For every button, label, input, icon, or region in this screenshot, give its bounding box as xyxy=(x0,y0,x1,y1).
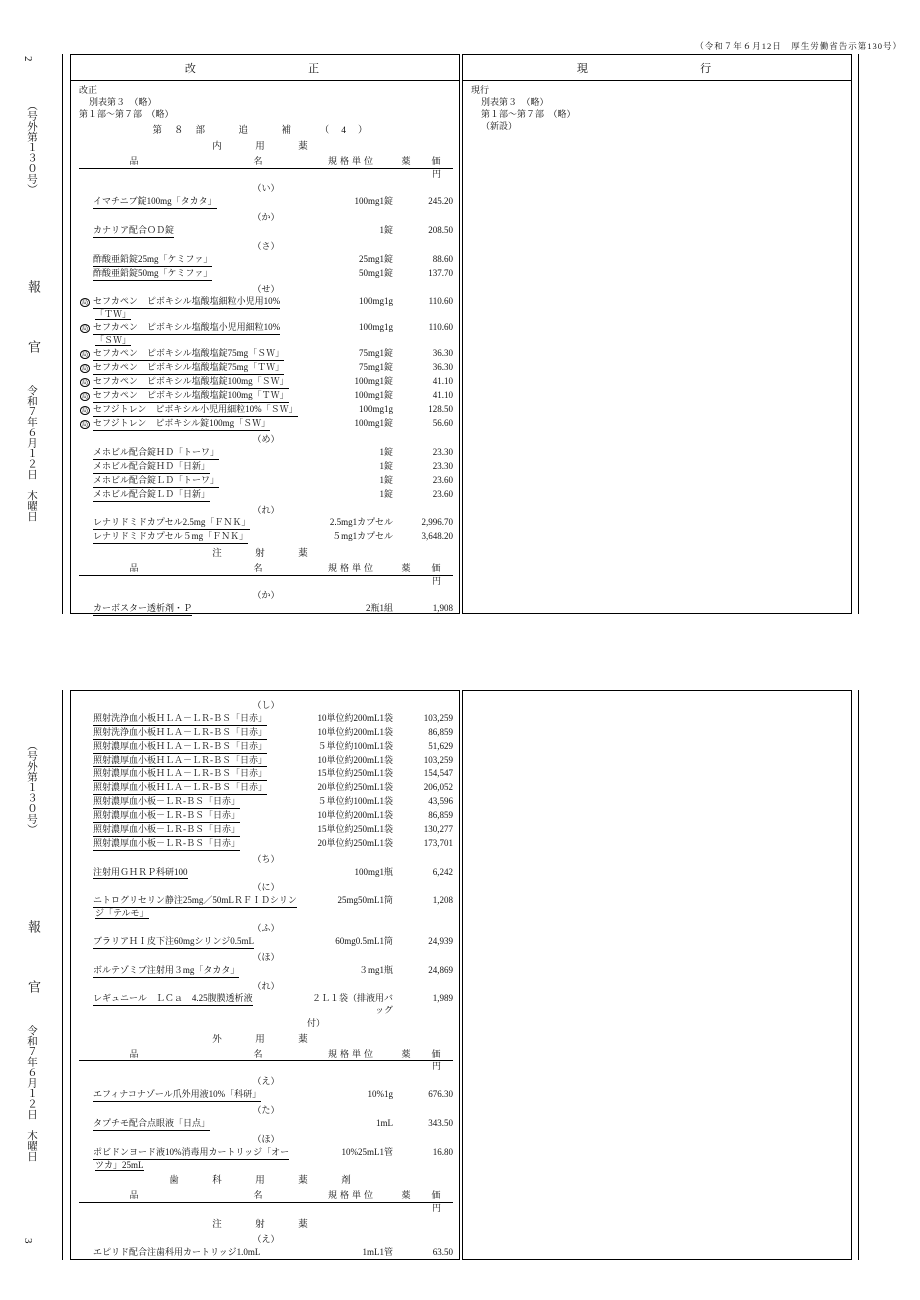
drug-name: カーボスター透析剤・Ｐ xyxy=(91,603,307,616)
table-header-gaiyo xyxy=(79,1049,453,1062)
drug-name: 照射濃厚血小板ＨＬＡ－ＬＲ‐ＢＳ「日赤」 xyxy=(91,755,307,768)
drug-price: 23.60 xyxy=(432,488,453,499)
drug-row xyxy=(79,782,453,795)
col-header-unit: 円 xyxy=(431,1061,441,1072)
drug-spec: 1mL xyxy=(376,1117,393,1128)
drug-row xyxy=(79,268,453,281)
drug-name: セフカペン ピボキシル塩酸塩細粒小児用10% xyxy=(91,296,307,309)
drug-price: 103,259 xyxy=(423,712,453,723)
sheet1-side-mark2: 官 xyxy=(26,340,41,355)
kana-group-label: （た） xyxy=(252,1105,280,1116)
page-number-3: 3 xyxy=(22,1238,34,1244)
drug-spec: 25mg50mL1筒 xyxy=(337,895,393,906)
drug-spec: 10%25mL1管 xyxy=(341,1146,393,1157)
drug-name: ニトログリセリン静注25mg／50mLＲＦＩＤシリン xyxy=(91,895,307,908)
drug-row xyxy=(79,895,453,908)
drug-row xyxy=(79,796,453,809)
drug-row xyxy=(79,867,453,880)
drug-name: セフジトレン ピボキシル錠100mg「ＳＷ」 xyxy=(91,418,307,431)
drug-price: 36.30 xyxy=(432,348,453,359)
drug-price: 110.60 xyxy=(428,322,453,333)
drug-spec: 100mg1錠 xyxy=(354,418,393,429)
drug-spec: 10%1g xyxy=(367,1089,393,1100)
col-header-spec: 規格単位 xyxy=(309,156,395,169)
drug-price: 41.10 xyxy=(432,376,453,387)
column-head-genko: 現 行 xyxy=(463,55,851,81)
col-header-unit: 円 xyxy=(431,168,441,179)
drug-spec: 15単位約250mL1袋 xyxy=(317,823,393,834)
drug-name-cont: ツカ」25mL xyxy=(95,1159,144,1170)
drug-spec: 1錠 xyxy=(379,460,393,471)
doc-line: 第１部～第７部 （略） xyxy=(79,108,174,119)
col-header-spec: 規格単位 xyxy=(309,1049,395,1062)
drug-price: 41.10 xyxy=(432,390,453,401)
sheet2-side-mark2: 官 xyxy=(26,980,41,995)
drug-name: イマチニブ錠100mg「タカタ」 xyxy=(91,196,307,209)
drug-spec: 60mg0.5mL1筒 xyxy=(335,935,393,946)
drug-row xyxy=(79,1247,453,1260)
kana-group-label: （せ） xyxy=(252,283,280,294)
drug-row xyxy=(79,225,453,238)
kyoku-mark-icon: 局 xyxy=(81,325,89,333)
kana-group-label: （に） xyxy=(252,882,280,893)
drug-name: 照射濃厚血小板ＨＬＡ－ＬＲ‐ＢＳ「日赤」 xyxy=(91,782,307,795)
drug-name: 照射濃厚血小板－ＬＲ‐ＢＳ「日赤」 xyxy=(91,824,307,837)
drug-spec: 100mg1g xyxy=(358,296,393,307)
table-header xyxy=(79,156,453,169)
col-header-name: 品 名 xyxy=(79,156,309,169)
drug-spec: ５mg1カプセル xyxy=(332,531,393,542)
drug-row xyxy=(79,993,453,1017)
drug-row xyxy=(79,404,453,417)
drug-spec: 10単位約200mL1袋 xyxy=(317,754,393,765)
drug-spec: 20単位約250mL1袋 xyxy=(317,837,393,848)
drug-name: セフジトレン ピボキシル小児用細粒10%「ＳＷ」 xyxy=(91,404,307,417)
drug-price: 1,908 xyxy=(432,603,453,614)
drug-price: 130,277 xyxy=(423,823,453,834)
col-header-name: 品 名 xyxy=(79,1049,309,1062)
kana-group-label: （ほ） xyxy=(252,1133,280,1144)
drug-row xyxy=(79,296,453,309)
drug-row xyxy=(79,322,453,335)
kana-group-label: （か） xyxy=(252,590,280,601)
drug-spec: 10単位約200mL1袋 xyxy=(317,712,393,723)
drug-spec: 100mg1g xyxy=(358,322,393,333)
drug-price: 343.50 xyxy=(428,1117,453,1128)
kyoku-mark-icon: 局 xyxy=(81,407,89,415)
col-header-spec: 規格単位 xyxy=(309,1190,395,1203)
col-header-name: 品 名 xyxy=(79,563,309,576)
drug-name: カナリア配合ＯＤ錠 xyxy=(91,225,307,238)
drug-price: 51,629 xyxy=(428,740,453,751)
drug-price: 56.60 xyxy=(432,418,453,429)
drug-name: メホビル配合錠ＬＤ「トーワ」 xyxy=(91,475,307,488)
drug-price: 24,939 xyxy=(428,935,453,946)
drug-name: セフカペン ピボキシル塩酸塩錠75mg「ＳＷ」 xyxy=(91,348,307,361)
kana-group-label: （い） xyxy=(252,183,280,194)
drug-name: ポビドンヨード液10%消毒用カートリッジ「オー xyxy=(91,1147,307,1160)
section-title: 第８部 追 補 （4） xyxy=(152,125,380,136)
table-header-shika xyxy=(79,1190,453,1203)
page-number-2: 2 xyxy=(22,56,34,62)
kana-group-label: （さ） xyxy=(252,240,280,251)
column-body-genko-2 xyxy=(463,691,851,701)
drug-name: 照射濃厚血小板－ＬＲ‐ＢＳ「日赤」 xyxy=(91,810,307,823)
drug-name: レナリドミドカプセル５mg「ＦＮＫ」 xyxy=(91,531,307,544)
drug-name: セフカペン ピボキシル塩酸塩錠100mg「ＳＷ」 xyxy=(91,376,307,389)
column-label-genko: 現行 xyxy=(471,85,490,95)
drug-row xyxy=(79,196,453,209)
drug-price: 208.50 xyxy=(428,225,453,236)
drug-row xyxy=(79,447,453,460)
table-header-2 xyxy=(79,563,453,576)
drug-name: 照射洗浄血小板ＨＬＡ－ＬＲ‐ＢＳ「日赤」 xyxy=(91,713,307,726)
column-body-kaisei xyxy=(71,81,459,622)
drug-row xyxy=(79,531,453,544)
drug-row xyxy=(79,1147,453,1160)
col-header-unit: 円 xyxy=(431,575,441,586)
drug-price: 2,996.70 xyxy=(421,517,453,528)
drug-name: エフィナコナゾール爪外用液10%「科研」 xyxy=(91,1089,307,1102)
drug-spec: ５単位約100mL1袋 xyxy=(317,796,393,807)
top-note: （令和７年６月12日 厚生労働省告示第130号） xyxy=(695,41,902,51)
drug-row xyxy=(79,1089,453,1102)
drug-name-cont: 「ＴＷ」 xyxy=(95,309,132,320)
drug-price: 173,701 xyxy=(423,837,453,848)
drug-spec: 1錠 xyxy=(379,488,393,499)
section-title-chusha: 注 射 薬 xyxy=(212,1219,320,1230)
kana-group-label: （め） xyxy=(252,434,280,445)
drug-name-cont: 「ＳＷ」 xyxy=(95,335,132,346)
drug-spec: 1錠 xyxy=(379,447,393,458)
drug-price: 6,242 xyxy=(432,866,453,877)
drug-spec: 100mg1g xyxy=(358,404,393,415)
column-head-kaisei: 改 正 xyxy=(71,55,459,81)
sheet1-side-mark: 報 xyxy=(26,280,41,295)
drug-row xyxy=(79,362,453,375)
drug-price: 128.50 xyxy=(428,404,453,415)
drug-price: 36.30 xyxy=(432,362,453,373)
drug-price: 154,547 xyxy=(423,768,453,779)
drug-name: 照射濃厚血小板ＨＬＡ－ＬＲ‐ＢＳ「日赤」 xyxy=(91,741,307,754)
drug-spec: 25mg1錠 xyxy=(358,253,393,264)
drug-row xyxy=(79,254,453,267)
drug-name: メホビル配合錠ＨＤ「トーワ」 xyxy=(91,447,307,460)
sheet1-left-column xyxy=(70,54,460,614)
drug-name: 注射用ＧＨＲＰ科研100 xyxy=(91,867,307,880)
drug-price: 88.60 xyxy=(432,253,453,264)
drug-name: ボルテゾミブ注射用３mg「タカタ」 xyxy=(91,965,307,978)
drug-name: メホビル配合錠ＨＤ「日新」 xyxy=(91,461,307,474)
drug-price: 245.20 xyxy=(428,196,453,207)
drug-row xyxy=(79,418,453,431)
drug-spec: 10単位約200mL1袋 xyxy=(317,810,393,820)
sheet2-side-label: （号外第１３０号） xyxy=(26,740,37,835)
col-header-unit: 円 xyxy=(431,1202,441,1213)
drug-spec: 75mg1錠 xyxy=(358,348,393,359)
kana-group-label: （ち） xyxy=(252,853,280,864)
drug-row xyxy=(79,741,453,754)
kana-group-label: （か） xyxy=(252,212,280,223)
section-title-gaiyo: 外 用 薬 xyxy=(212,1035,320,1045)
drug-spec: 2瓶1組 xyxy=(365,603,393,614)
drug-row xyxy=(79,713,453,726)
drug-row xyxy=(79,603,453,616)
drug-spec: ２Ｌ１袋（排液用バッグ xyxy=(311,993,393,1016)
drug-row xyxy=(79,755,453,768)
drug-row xyxy=(79,475,453,488)
drug-price: 1,208 xyxy=(432,895,453,906)
drug-spec: 20単位約250mL1袋 xyxy=(317,782,393,793)
drug-name: セフカペン ピボキシル塩酸塩錠100mg「ＴＷ」 xyxy=(91,390,307,403)
doc-line: 別表第３ （略） xyxy=(481,96,549,107)
drug-row xyxy=(79,390,453,403)
drug-price: 1,989 xyxy=(432,993,453,1004)
doc-line: （新設） xyxy=(481,120,518,131)
kana-group-label: （れ） xyxy=(252,980,280,991)
kana-group-label: （え） xyxy=(252,1234,280,1245)
drug-name: メホビル配合錠ＬＤ「日新」 xyxy=(91,489,307,502)
drug-name: 照射洗浄血小板ＨＬＡ－ＬＲ‐ＢＳ「日赤」 xyxy=(91,727,307,740)
drug-spec: 10単位約200mL1袋 xyxy=(317,726,393,737)
drug-row xyxy=(79,1118,453,1131)
drug-spec: 75mg1錠 xyxy=(358,362,393,373)
section-title-shika: 歯 科 用 薬 剤 xyxy=(169,1176,363,1187)
doc-line: 別表第３ （略） xyxy=(89,96,157,107)
drug-price: 676.30 xyxy=(428,1089,453,1100)
drug-name: 酢酸亜鉛錠25mg「ケミファ」 xyxy=(91,254,307,267)
drug-row xyxy=(79,727,453,740)
kyoku-mark-icon: 局 xyxy=(81,299,89,307)
section-title-2: 注 射 薬 xyxy=(212,549,320,560)
sheet2-left-column xyxy=(70,690,460,1260)
sheet1-right-column xyxy=(462,54,852,614)
drug-name: レギュニール ＬＣａ 4.25腹膜透析液 xyxy=(91,993,307,1006)
drug-spec: 15単位約250mL1袋 xyxy=(317,768,393,779)
kyoku-mark-icon: 局 xyxy=(81,379,89,387)
drug-price: 43,596 xyxy=(428,796,453,807)
drug-price: 63.50 xyxy=(432,1247,453,1258)
drug-price: 16.80 xyxy=(432,1146,453,1157)
kana-group-label: （え） xyxy=(252,1076,280,1087)
sheet1-side-date: 令和７年６月１２日 木曜日 xyxy=(26,385,37,522)
kana-group-label: （し） xyxy=(252,700,280,710)
drug-price: 137.70 xyxy=(428,267,453,278)
drug-row xyxy=(79,810,453,823)
drug-spec: ５単位約100mL1袋 xyxy=(317,740,393,751)
drug-row xyxy=(79,965,453,978)
drug-row xyxy=(79,936,453,949)
column-body-genko xyxy=(463,81,851,139)
sheet1-side-label: （号外第１３０号） xyxy=(26,100,37,195)
kana-group-label: （れ） xyxy=(252,504,280,515)
drug-row xyxy=(79,838,453,851)
drug-price: 24,869 xyxy=(428,964,453,975)
drug-spec: 1mL1管 xyxy=(362,1247,393,1258)
drug-name: レナリドミドカプセル2.5mg「ＦＮＫ」 xyxy=(91,517,307,530)
column-label-kaisei: 改正 xyxy=(79,85,98,95)
drug-name: エピリド配合注歯科用カートリッジ1.0mL xyxy=(91,1247,307,1260)
column-body-kaisei-2 xyxy=(71,691,459,1266)
drug-spec: 100mg1錠 xyxy=(354,390,393,401)
drug-price: 86,859 xyxy=(428,810,453,820)
drug-row xyxy=(79,348,453,361)
drug-spec: 1錠 xyxy=(379,474,393,485)
drug-row xyxy=(79,376,453,389)
kana-group-label: （ふ） xyxy=(252,923,280,933)
kana-group-label: （ほ） xyxy=(252,951,280,962)
drug-row xyxy=(79,461,453,474)
drug-spec: 100mg1錠 xyxy=(354,376,393,387)
drug-name: 照射濃厚血小板－ＬＲ‐ＢＳ「日赤」 xyxy=(91,796,307,809)
drug-price: 110.60 xyxy=(428,296,453,307)
col-header-price: 薬 価 xyxy=(395,1190,453,1203)
sheet2-side-mark: 報 xyxy=(26,920,41,935)
drug-name: タプチモ配合点眼液「日点」 xyxy=(91,1118,307,1131)
drug-row xyxy=(79,768,453,781)
drug-spec: ３mg1瓶 xyxy=(358,964,393,975)
drug-price: 23.30 xyxy=(432,447,453,458)
sheet2-right-column xyxy=(462,690,852,1260)
col-header-price: 薬 価 xyxy=(395,1049,453,1062)
kyoku-mark-icon: 局 xyxy=(81,421,89,429)
kyoku-mark-icon: 局 xyxy=(81,365,89,373)
drug-name: セフカペン ピボキシル塩酸塩小児用細粒10% xyxy=(91,322,307,335)
col-header-spec: 規格単位 xyxy=(309,563,395,576)
drug-spec: 50mg1錠 xyxy=(358,267,393,278)
drug-price: 103,259 xyxy=(423,754,453,765)
drug-price: 3,648.20 xyxy=(421,531,453,542)
col-header-name: 品 名 xyxy=(79,1190,309,1203)
drug-spec: 100mg1錠 xyxy=(354,196,393,207)
drug-row xyxy=(79,517,453,530)
drug-name: 照射濃厚血小板－ＬＲ‐ＢＳ「日赤」 xyxy=(91,838,307,851)
drug-price: 206,052 xyxy=(423,782,453,793)
sub-section-title: 内 用 薬 xyxy=(212,142,320,153)
doc-line: 第１部～第７部 （略） xyxy=(481,108,576,119)
drug-name-cont: ジ「テルモ」 xyxy=(95,908,149,919)
drug-row xyxy=(79,824,453,837)
drug-spec: 2.5mg1カプセル xyxy=(329,517,393,528)
drug-row xyxy=(79,489,453,502)
kyoku-mark-icon: 局 xyxy=(81,351,89,359)
drug-spec: 100mg1瓶 xyxy=(354,866,393,877)
drug-name: ブラリアＨＩ皮下注60mgシリンジ0.5mL xyxy=(91,936,307,949)
drug-price: 23.60 xyxy=(432,474,453,485)
drug-spec: 1錠 xyxy=(379,225,393,236)
drug-spec-cont: 付） xyxy=(307,1018,326,1029)
sheet2-side-date: 令和７年６月１２日 木曜日 xyxy=(26,1025,37,1162)
drug-name: 酢酸亜鉛錠50mg「ケミファ」 xyxy=(91,268,307,281)
drug-price: 86,859 xyxy=(428,726,453,737)
drug-name: セフカペン ピボキシル塩酸塩錠75mg「ＴＷ」 xyxy=(91,362,307,375)
drug-name: 照射濃厚血小板ＨＬＡ－ＬＲ‐ＢＳ「日赤」 xyxy=(91,768,307,781)
drug-price: 23.30 xyxy=(432,460,453,471)
col-header-price: 薬 価 xyxy=(395,563,453,576)
kyoku-mark-icon: 局 xyxy=(81,393,89,401)
col-header-price: 薬 価 xyxy=(395,156,453,169)
